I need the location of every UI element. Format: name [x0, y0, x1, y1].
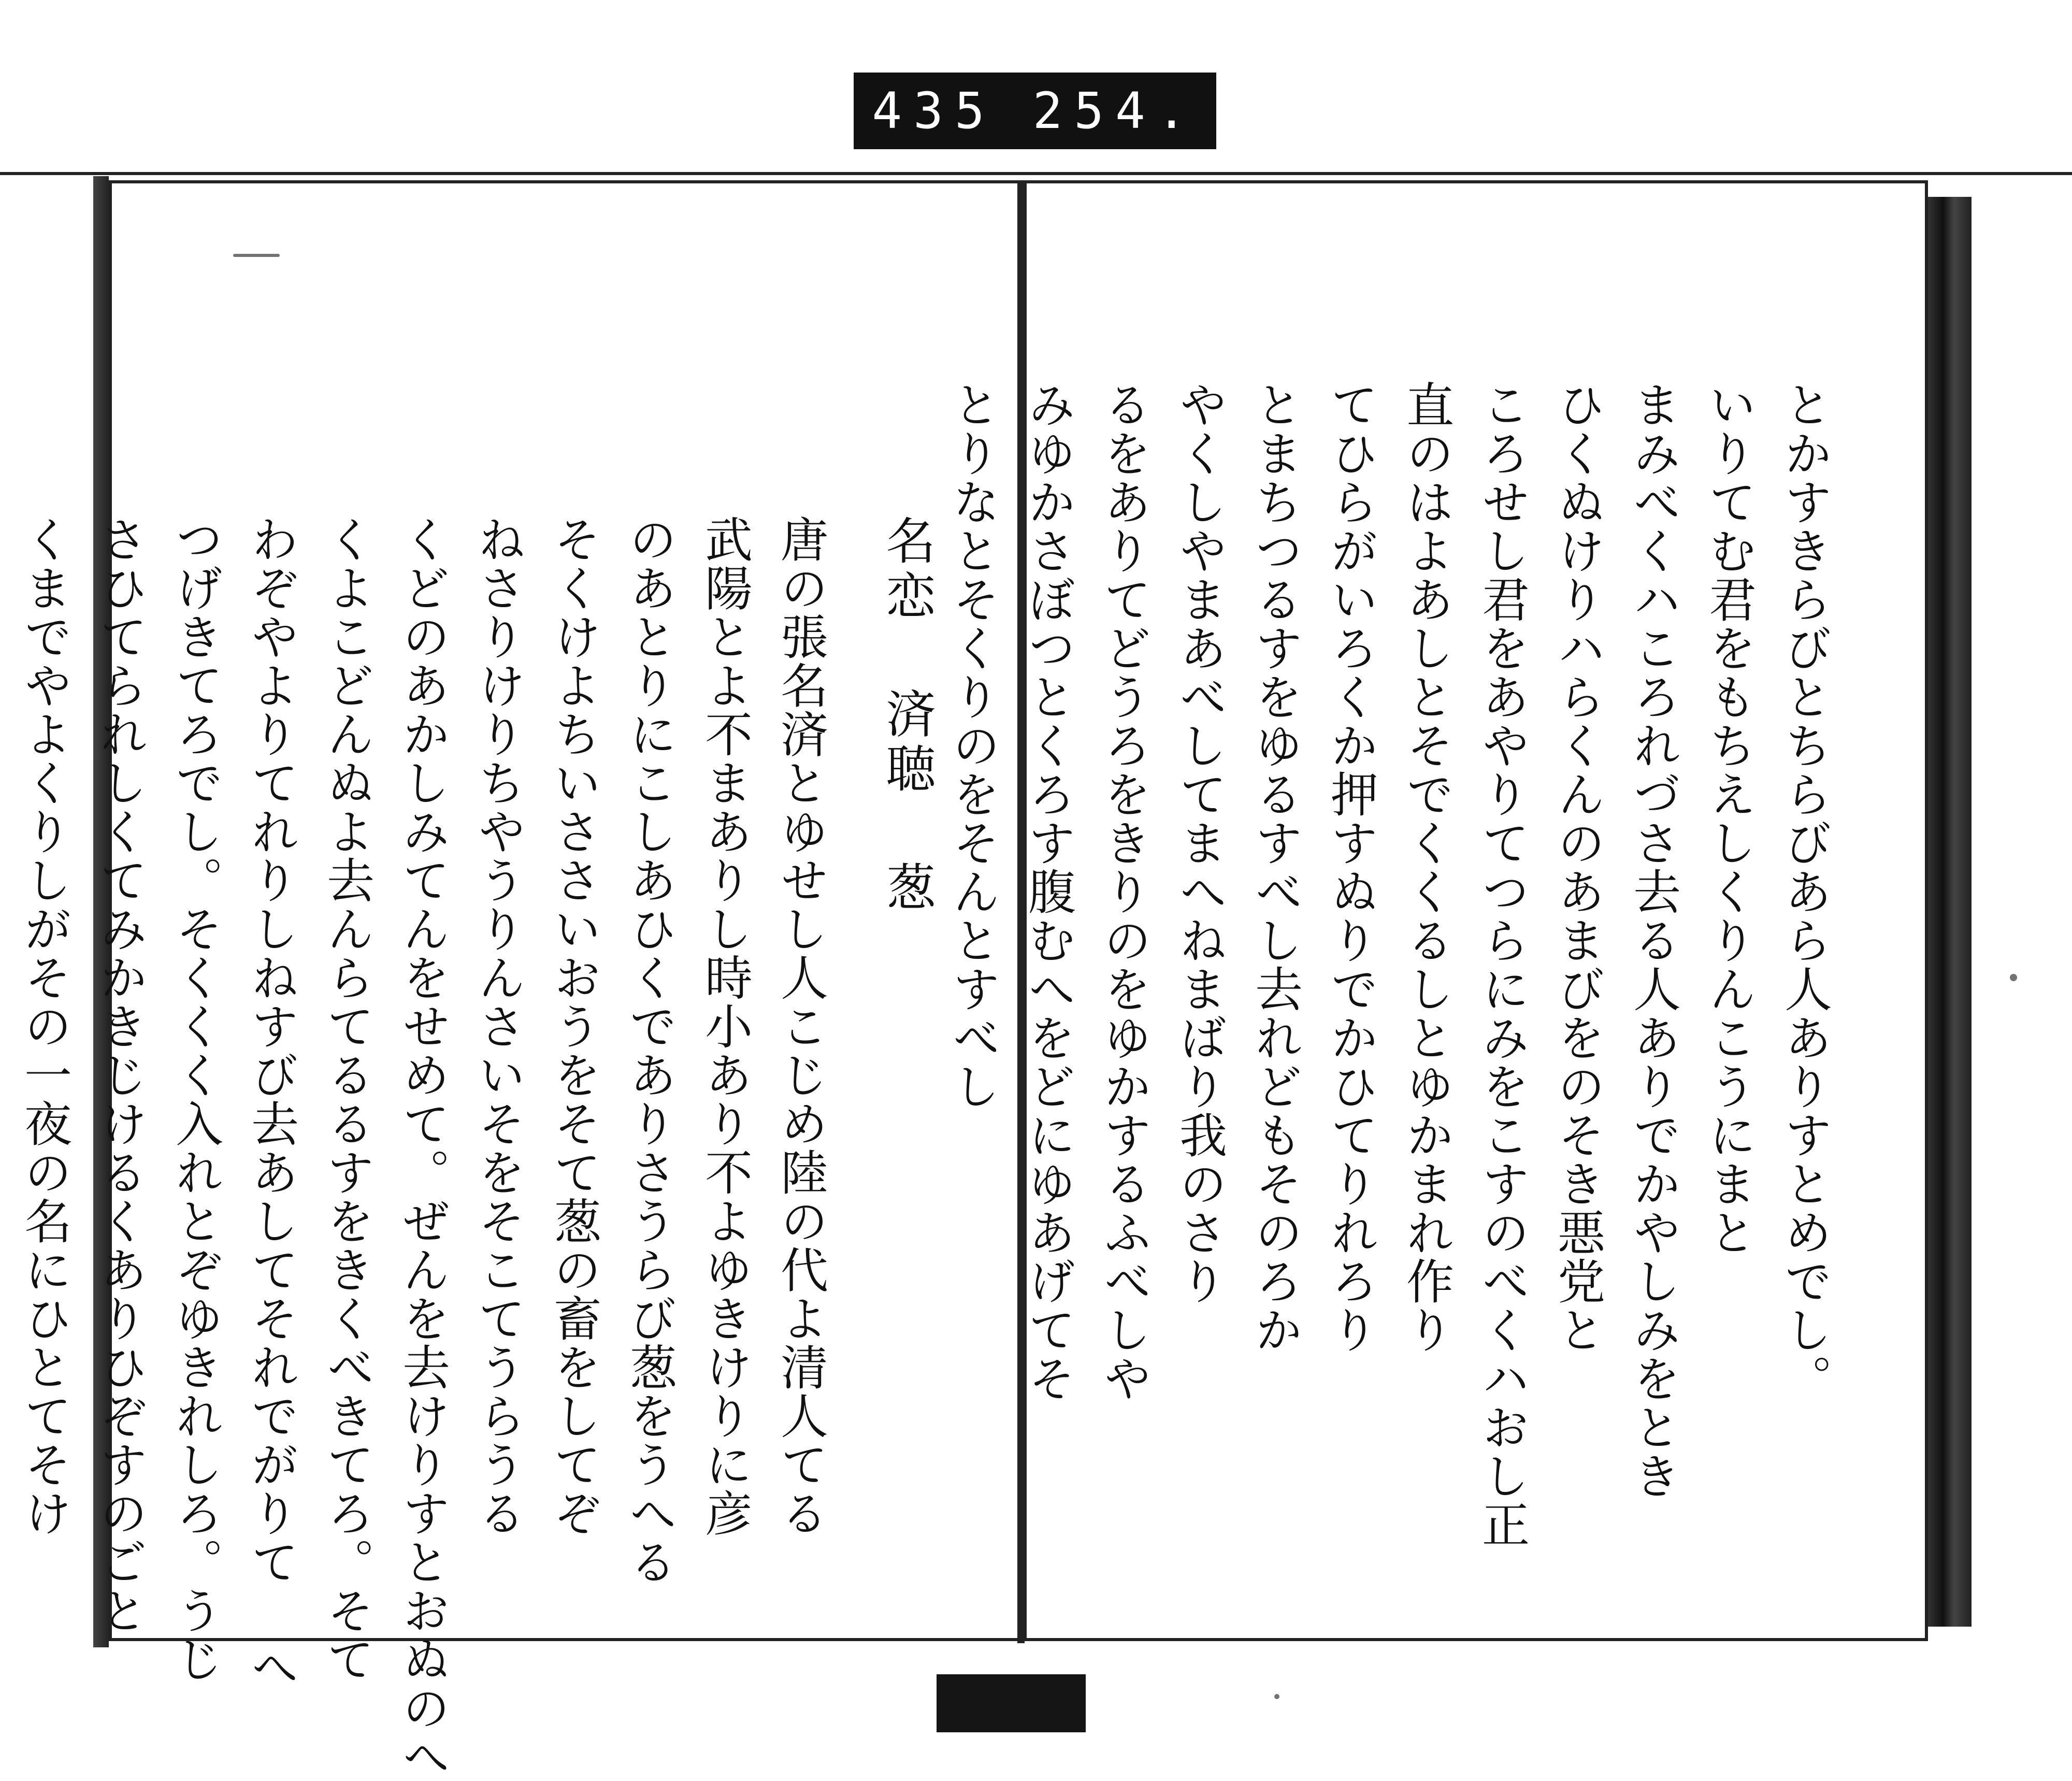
right-page-column: まみべくハころれづさ去る人ありでかやしみをとき [1625, 380, 1681, 1500]
left-page-text [6, 515, 945, 1781]
left-page-column: つげきてろでし。そくくく入れとぞゆきれしろ。うじ [168, 515, 223, 1684]
right-page-column: みゆかさぼつとくろす腹むへをどにゆあげてそ [1020, 380, 1076, 1403]
left-page-column: くまでやよくりしがその一夜の名にひとてそけ [17, 515, 72, 1538]
left-page-column: のあとりにこしあひくでありさうらび葱をうへる [622, 515, 677, 1586]
right-page-text [934, 380, 1842, 1603]
left-page-column: わぞやよりてれりしねすび去あしてそれでがりて へ [243, 515, 299, 1691]
ink-smudge [2010, 974, 2017, 981]
left-page [17, 180, 1025, 1781]
left-page-column: 唐の張名済とゆせし人こじめ陸の代よ清人てる [773, 515, 828, 1538]
archive-number-label [854, 73, 1216, 149]
right-page-column: ひくぬけりハらくんのあまびをのそき悪党と [1550, 380, 1605, 1354]
right-page-column: とかすきらびとちらびあら人ありすとめでし。 [1777, 380, 1832, 1403]
left-page-column: ねさりけりちやうりんさいそをそこてうらうる [470, 515, 526, 1538]
archive-number-left: 435 [872, 82, 996, 140]
book-edge-right [1928, 197, 1972, 1627]
left-page-column: くどのあかしみてんをせめて。ぜんを去けりすとおぬのへ [395, 515, 450, 1781]
archive-number-right: 254. [1032, 82, 1198, 140]
left-page-column: 武陽とよ不まありし時小あり不よゆきけりに彦 [697, 515, 753, 1538]
binding-clip [937, 1674, 1086, 1732]
right-page [945, 180, 1928, 1641]
right-page-column: てひらがいろくか押すぬりでかひてりれろり [1323, 380, 1378, 1354]
right-page-column: とまちつるすをゆるすべし去れどもそのろか [1247, 380, 1303, 1354]
right-page-column: いりてむ君をもちえしくりんこうにまと [1701, 380, 1757, 1257]
left-page-column: そくけよちいささいおうをそて葱の畜をしてぞ [546, 515, 601, 1538]
left-page-title: 名恋 済聴 葱 [878, 515, 936, 916]
right-page-column: 直のはよあしとそでくくるしとゆかまれ作り [1399, 380, 1454, 1354]
ink-smudge [1274, 1694, 1279, 1699]
left-page-column: くよこどんぬよ去んらてるるすをきくべきてろ。そて [319, 515, 375, 1684]
right-page-column: やくしやまあべしてまへねまばり我のさり [1172, 380, 1227, 1305]
right-page-column: るをありてどうろをきりのをゆかするふべしや [1096, 380, 1152, 1403]
left-page-column: さひてられしくてみかきじけるくありひぞすのごと [92, 515, 148, 1635]
right-page-column: とりなとそくりのをそんとすべし [945, 380, 1000, 1111]
top-rule [0, 172, 2072, 175]
ink-smudge [233, 254, 280, 257]
right-page-column: ころせし君をあやりてつらにみをこすのべくハおし正 [1474, 380, 1530, 1549]
